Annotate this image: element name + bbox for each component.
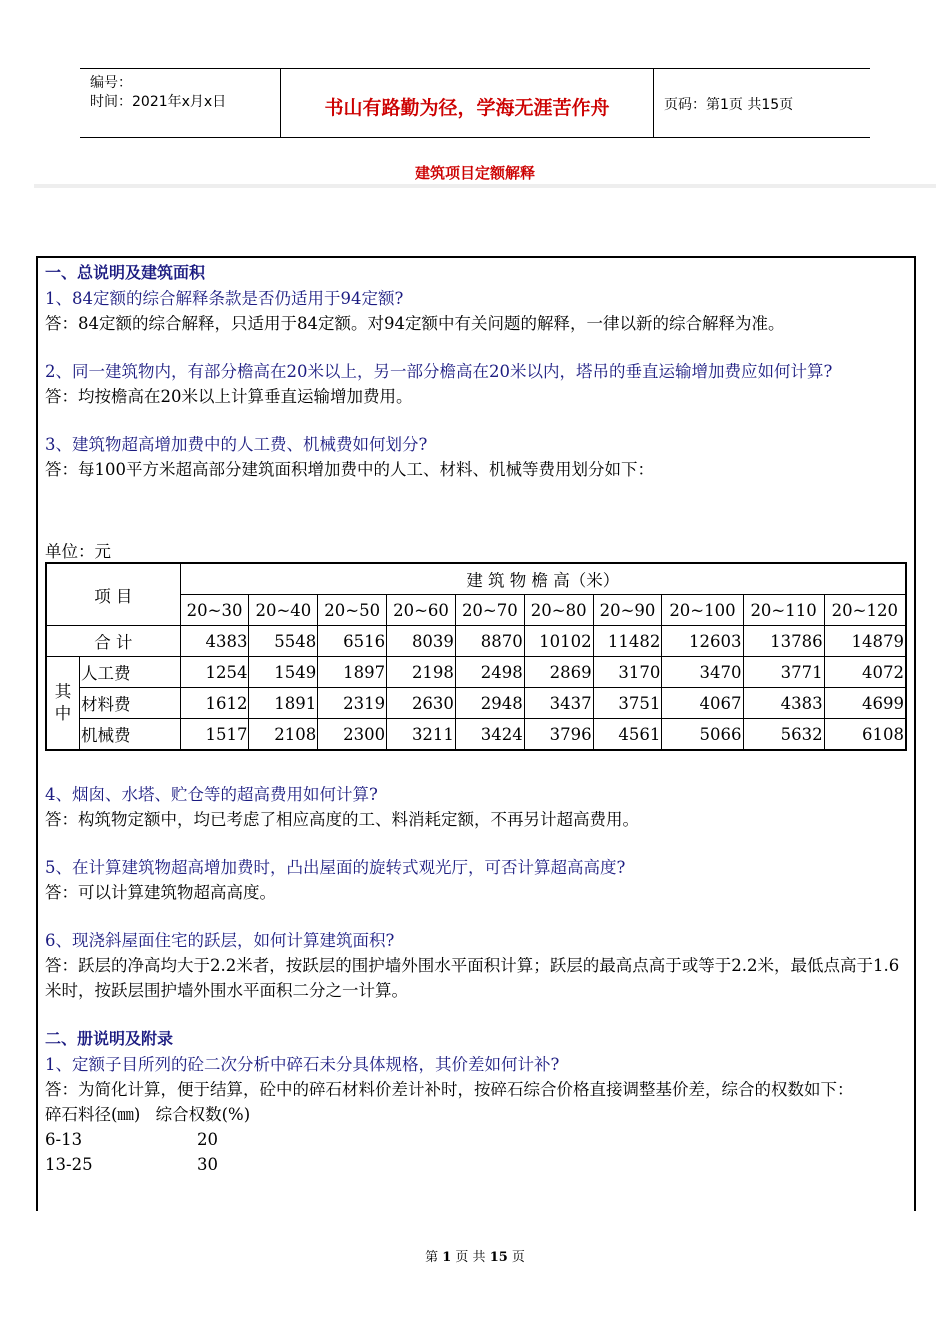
- gravel-table-header: [45, 1102, 907, 1127]
- table-cell: 13786: [743, 626, 824, 657]
- table-cell: 1891: [249, 688, 318, 719]
- of-which-label: 其中: [46, 657, 80, 751]
- table-cell: 5548: [249, 626, 318, 657]
- column-header: 20~80: [524, 595, 593, 626]
- section-2-answer-1: 答：为简化计算，便于结算，砼中的碎石材料价差计补时，按碎石综合价格直接调整基价差，综合的权数如下：: [45, 1080, 854, 1099]
- answer-4: 答：构筑物定额中，均已考虑了相应高度的工、料消耗定额，不再另计超高费用。: [45, 810, 639, 829]
- column-header: 20~50: [318, 595, 387, 626]
- gravel-size: 6-13: [45, 1130, 83, 1149]
- column-header: 20~30: [180, 595, 249, 626]
- table-cell: 3170: [593, 657, 662, 688]
- table-row: [46, 719, 906, 751]
- page-info-text: 页码：第1页 共15页: [664, 97, 794, 113]
- table-cell: 4561: [593, 719, 662, 751]
- table-row: [46, 626, 906, 657]
- answer-3: 答：每100平方米超高部分建筑面积增加费中的人工、材料、机械等费用划分如下：: [45, 460, 654, 479]
- table-cell: 2108: [249, 719, 318, 751]
- date-label: 时间：2021年x月x日: [90, 94, 227, 110]
- table-cell: 12603: [662, 626, 743, 657]
- answer-5: 答：可以计算建筑物超高高度。: [45, 883, 276, 902]
- table-row: [46, 657, 906, 688]
- gravel-weight: 20: [197, 1130, 218, 1149]
- section-2-question-1: 1、定额子目所列的砼二次分析中碎石未分具体规格，其价差如何计补?: [45, 1055, 560, 1074]
- answer-1: 答：84定额的综合解释，只适用于84定额。对94定额中有关问题的解释，一律以新的综合解释为准。: [45, 314, 785, 333]
- table-cell: 1254: [180, 657, 249, 688]
- table-cell: 4383: [180, 626, 249, 657]
- group-header: 建 筑 物 檐 高（米）: [180, 563, 906, 595]
- number-label: 编号：: [90, 75, 132, 91]
- column-header: 20~110: [743, 595, 824, 626]
- table-cell: 2869: [524, 657, 593, 688]
- table-cell: 6108: [824, 719, 906, 751]
- column-header: 20~100: [662, 595, 743, 626]
- table-cell: 3771: [743, 657, 824, 688]
- motto-text: 书山有路勤为径，学海无涯苦作舟: [324, 97, 610, 119]
- table-cell: 4072: [824, 657, 906, 688]
- section-2-title: 二、册说明及附录: [45, 1029, 174, 1048]
- table-cell: 5066: [662, 719, 743, 751]
- table-cell: 2198: [387, 657, 456, 688]
- table-cell: 14879: [824, 626, 906, 657]
- row-label: 人工费: [80, 657, 181, 688]
- table-cell: 10102: [524, 626, 593, 657]
- table-cell: 2300: [318, 719, 387, 751]
- table-cell: 8870: [455, 626, 524, 657]
- question-3: 3、建筑物超高增加费中的人工费、机械费如何划分?: [45, 435, 428, 454]
- table-cell: 3751: [593, 688, 662, 719]
- gravel-weight: 30: [197, 1155, 218, 1174]
- table-cell: 3437: [524, 688, 593, 719]
- section-1: [45, 260, 907, 482]
- total-label: 合 计: [46, 626, 180, 657]
- column-header: 20~120: [824, 595, 906, 626]
- gravel-weight-header: 综合权数(%): [155, 1105, 251, 1124]
- cost-table: [45, 562, 907, 751]
- header-page-info: [654, 69, 870, 137]
- header-motto: [281, 69, 654, 137]
- gravel-size: 13-25: [45, 1155, 93, 1174]
- table-cell: 2498: [455, 657, 524, 688]
- table-cell: 6516: [318, 626, 387, 657]
- column-header: 20~70: [455, 595, 524, 626]
- table-cell: 11482: [593, 626, 662, 657]
- footer-total: 15: [489, 1250, 508, 1265]
- table-cell: 4067: [662, 688, 743, 719]
- footer-pre: 第: [425, 1250, 439, 1265]
- question-5: 5、在计算建筑物超高增加费时，凸出屋面的旋转式观光厅，可否计算超高高度?: [45, 858, 626, 877]
- table-cell: 3211: [387, 719, 456, 751]
- row-label: 材料费: [80, 688, 181, 719]
- page-footer: [0, 1246, 950, 1265]
- table-cell: 2630: [387, 688, 456, 719]
- section-1-title: 一、总说明及建筑面积: [45, 263, 206, 282]
- table-row: [46, 688, 906, 719]
- table-cell: 5632: [743, 719, 824, 751]
- table-cell: 4383: [743, 688, 824, 719]
- question-6: 6、现浇斜屋面住宅的跃层，如何计算建筑面积?: [45, 931, 395, 950]
- table-cell: 3424: [455, 719, 524, 751]
- footer-mid: 页 共: [455, 1250, 486, 1265]
- item-header: 项 目: [46, 563, 180, 626]
- table-cell: 8039: [387, 626, 456, 657]
- gravel-row: [45, 1152, 907, 1177]
- table-cell: 1549: [249, 657, 318, 688]
- table-cell: 4699: [824, 688, 906, 719]
- table-cell: 2319: [318, 688, 387, 719]
- section-1-continued: [45, 782, 907, 1177]
- table-cell: 1517: [180, 719, 249, 751]
- table-cell: 2948: [455, 688, 524, 719]
- table-cell: 3470: [662, 657, 743, 688]
- gravel-size-header: 碎石料径(㎜): [45, 1105, 141, 1124]
- column-header: 20~60: [387, 595, 456, 626]
- title-divider: [34, 184, 936, 188]
- row-label: 机械费: [80, 719, 181, 751]
- table-cell: 1897: [318, 657, 387, 688]
- answer-6: 答：跃层的净高均大于2.2米者，按跃层的围护墙外围水平面积计算；跃层的最高点高于或等于2.2米，最低点高于1.6米时，按跃层围护墙外围水平面积二分之一计算。: [45, 956, 900, 1000]
- table-unit: 单位：元: [45, 542, 111, 561]
- footer-page: 1: [442, 1250, 452, 1265]
- question-2: 2、同一建筑物内，有部分檐高在20米以上，另一部分檐高在20米以内，塔吊的垂直运输增加费应如何计算?: [45, 362, 833, 381]
- table-header-row: [46, 563, 906, 595]
- footer-post: 页: [511, 1250, 525, 1265]
- answer-2: 答：均按檐高在20米以上计算垂直运输增加费用。: [45, 387, 413, 406]
- page-header: [80, 68, 870, 138]
- column-header: 20~40: [249, 595, 318, 626]
- header-meta: [80, 69, 281, 137]
- document-title: 建筑项目定额解释: [414, 164, 535, 182]
- table-cell: 3796: [524, 719, 593, 751]
- table-cell: 1612: [180, 688, 249, 719]
- question-1: 1、84定额的综合解释条款是否仍适用于94定额?: [45, 289, 404, 308]
- column-header: 20~90: [593, 595, 662, 626]
- question-4: 4、烟囱、水塔、贮仓等的超高费用如何计算?: [45, 785, 378, 804]
- gravel-row: [45, 1127, 907, 1152]
